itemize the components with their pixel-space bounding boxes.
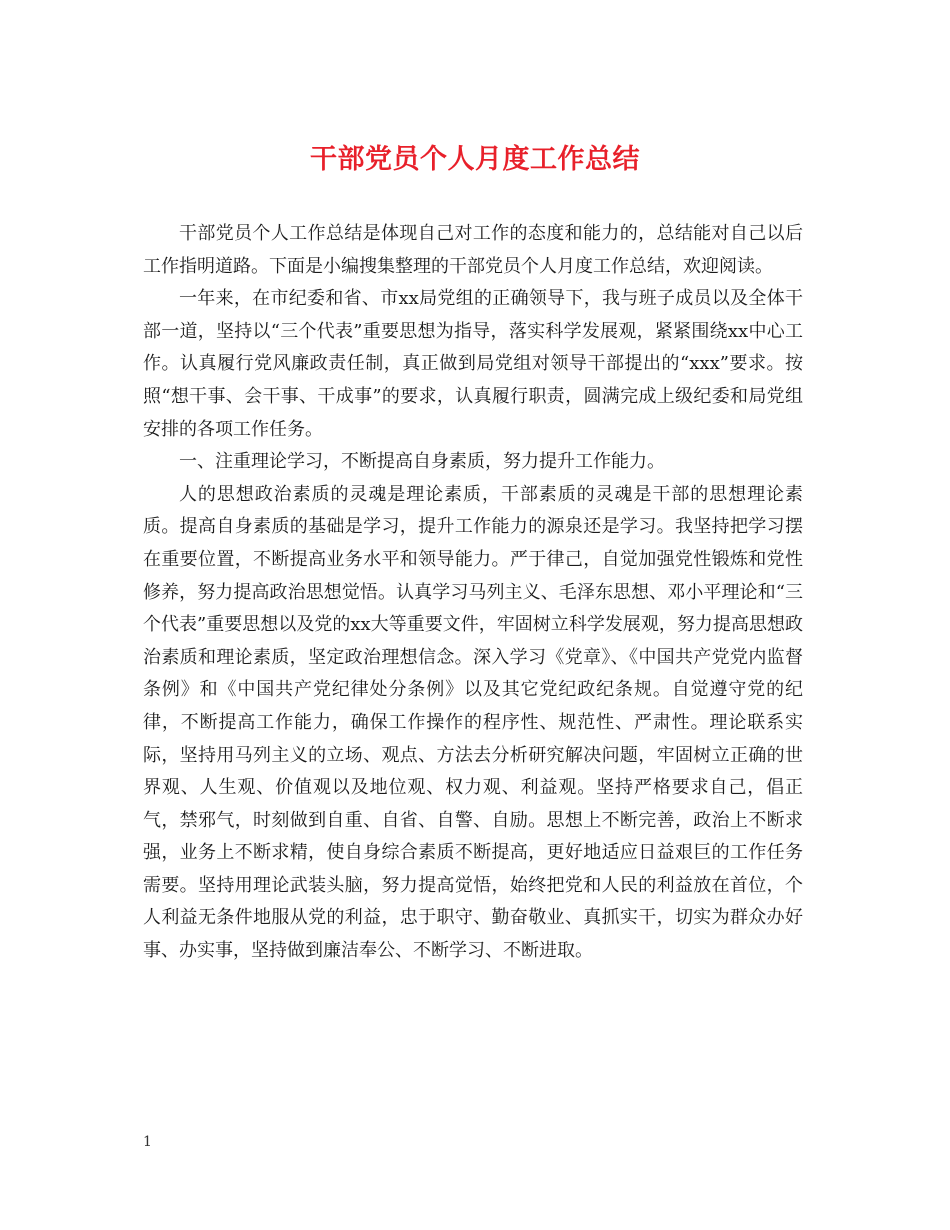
page-number: 1 <box>143 1134 152 1150</box>
document-title: 干部党员个人月度工作总结 <box>310 144 640 175</box>
section-heading-1: 一、注重理论学习，不断提高自身素质，努力提升工作能力。 <box>179 451 665 473</box>
paragraph-intro: 干部党员个人工作总结是体现自己对工作的态度和能力的，总结能对自己以后工作指明道路。下面是小编搜集整理的干部党员个人月度工作总结，欢迎阅读。 <box>143 223 803 277</box>
document-body <box>143 218 803 968</box>
paragraph-overview: 一年来，在市纪委和省、市xx局党组的正确领导下，我与班子成员以及全体干部一道，坚持以“三个代表”重要思想为指导，落实科学发展观，紧紧围绕xx中心工作。认真履行党风廉政责任制，真正做到局党组对领导干部提出的“xxx”要求。按照“想干事、会干事、干成事”的要求，认真履行职责，圆满完成上级纪委和局党组安排的各项工作任务。 <box>143 288 803 440</box>
paragraph-theory-study: 人的思想政治素质的灵魂是理论素质，干部素质的灵魂是干部的思想理论素质。提高自身素质的基础是学习，提升工作能力的源泉还是学习。我坚持把学习摆在重要位置，不断提高业务水平和领导能力。严于律己，自觉加强党性锻炼和党性修养，努力提高政治思想觉悟。认真学习马列主义、毛泽东思想、邓小平理论和“三个代表”重要思想以及党的xx大等重要文件，牢固树立科学发展观，努力提高思想政治素质和理论素质，坚定政治理想信念。深入学习《党章》、《中国共产党党内监督条例》和《中国共产党纪律处分条例》以及其它党纪政纪条规。自觉遵守党的纪律，不断提高工作能力，确保工作操作的程序性、规范性、严肃性。理论联系实际，坚持用马列主义的立场、观点、方法去分析研究解决问题，牢固树立正确的世界观、人生观、价值观以及地位观、权力观、利益观。坚持严格要求自己，倡正气，禁邪气，时刻做到自重、自省、自警、自励。思想上不断完善，政治上不断求强，业务上不断求精，使自身综合素质不断提高，更好地适应日益艰巨的工作任务需要。坚持用理论武装头脑，努力提高觉悟，始终把党和人民的利益放在首位，个人利益无条件地服从党的利益，忠于职守、勤奋敬业、真抓实干，切实为群众办好事、办实事，坚持做到廉洁奉公、不断学习、不断进取。 <box>143 483 803 962</box>
